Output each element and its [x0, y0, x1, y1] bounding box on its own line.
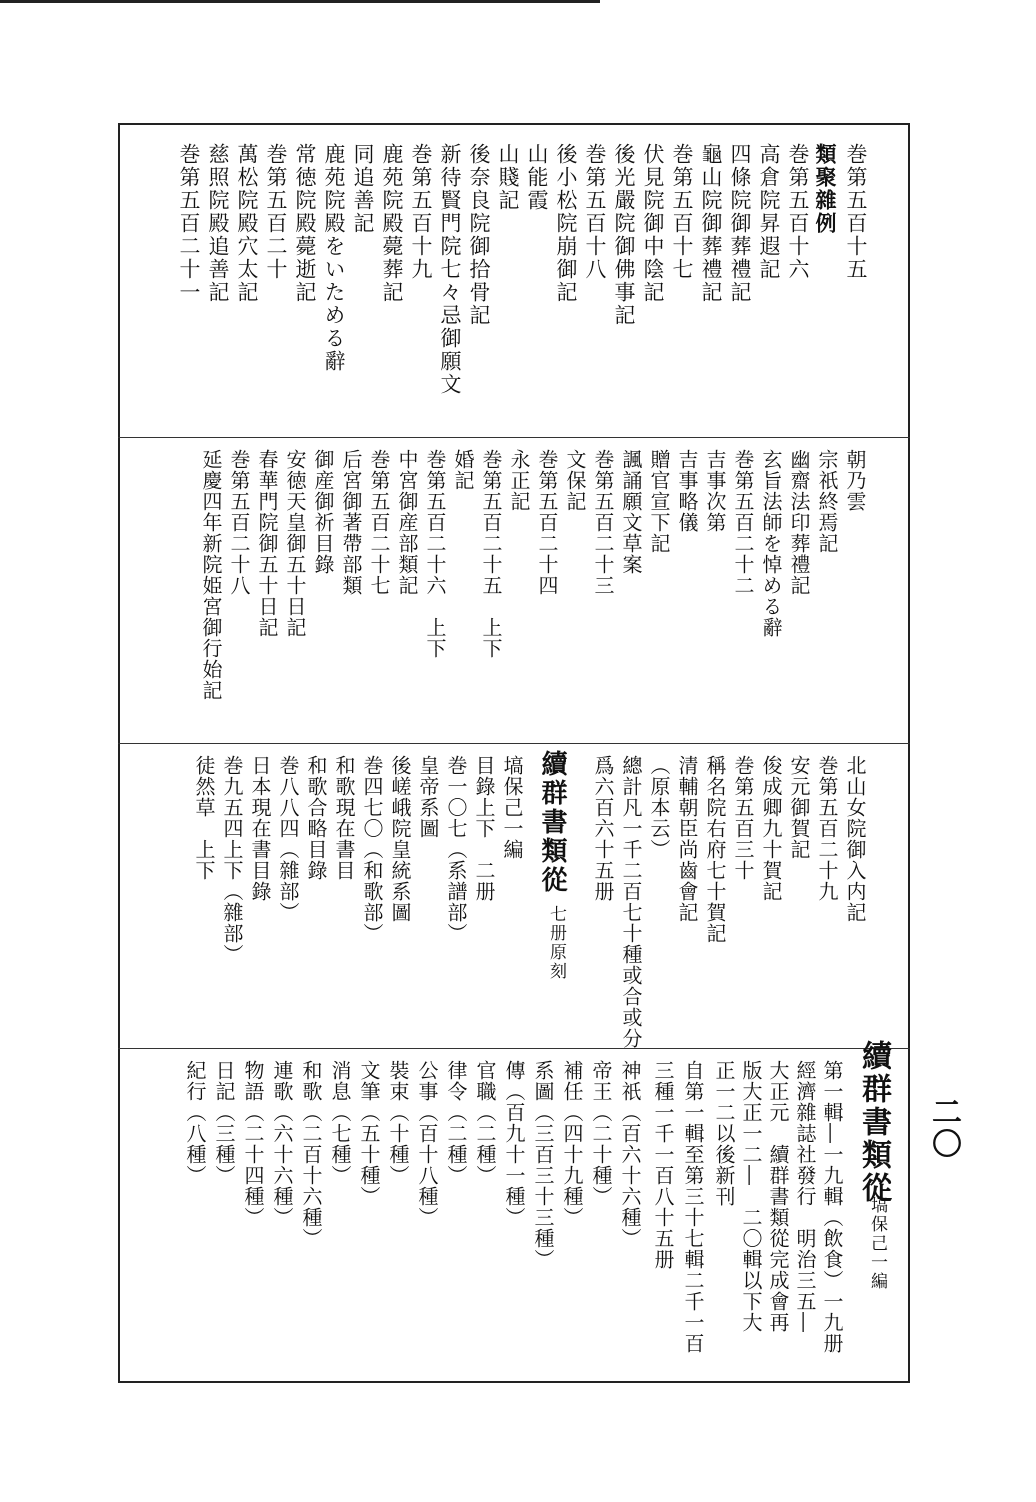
text-line: 贈官宣下記	[647, 449, 671, 554]
text-line: 文筆（五十種）	[357, 1060, 381, 1207]
text-line: 鹿苑院殿薨葬記	[380, 143, 404, 304]
text-line: 四條院御葬禮記	[728, 143, 752, 304]
text-line: 第一輯―一九輯（飲食）一九册	[820, 1060, 844, 1354]
text-line: 新待賢門院七々忌御願文	[438, 143, 462, 396]
text-line: 和歌（二百十六種）	[299, 1060, 323, 1249]
text-line: 同追善記	[351, 143, 375, 235]
text-line: 巻第五百十六	[786, 143, 810, 281]
text-line: 巻第五百二十八	[227, 449, 251, 596]
text-line: 高倉院昇遐記	[757, 143, 781, 281]
text-line: 經濟雜誌社發行 明治三五―	[793, 1060, 817, 1333]
text-line: 後光嚴院御佛事記	[612, 143, 636, 327]
text-line: 日本現在書目錄	[248, 755, 272, 902]
text-line: 連歌（六十六種）	[270, 1060, 294, 1228]
section-divider-1	[118, 437, 910, 438]
text-line: 吉事次第	[703, 449, 727, 533]
text-line: 安元御賀記	[787, 755, 811, 860]
text-line: 巻九五四上下（雜部）	[220, 755, 244, 965]
text-line: 版大正一二― 二〇輯以下大	[739, 1060, 763, 1333]
text-line: 俊成卿九十賀記	[759, 755, 783, 902]
text-line: 官職（二種）	[473, 1060, 497, 1186]
text-line: 巻第五百十五	[844, 143, 868, 281]
text-line: 巻第五百三十	[731, 755, 755, 881]
text-line: 帝王（二十種）	[589, 1060, 613, 1207]
text-line: 巻第五百十八	[583, 143, 607, 281]
text-line: 永正記	[507, 449, 531, 512]
text-line: 正一二以後新刊	[712, 1060, 736, 1207]
text-line: 巻第五百十七	[670, 143, 694, 281]
text-line: 日記（三種）	[212, 1060, 236, 1186]
text-line: 目錄上下 二册	[472, 755, 496, 902]
text-line: 安徳天皇御五十日記	[283, 449, 307, 638]
text-line: 諷誦願文草案	[619, 449, 643, 575]
top-rule	[0, 0, 600, 3]
text-line: 神祇（百六十六種）	[618, 1060, 642, 1249]
section-heading: 續群書類從	[856, 1040, 891, 1205]
text-line: 總計凡一千二百七十種或合或分	[619, 755, 643, 1049]
text-line: 幽齋法印葬禮記	[787, 449, 811, 596]
text-line: 宗祇終焉記	[815, 449, 839, 554]
text-line: 婚記	[451, 449, 475, 491]
text-line: 塙保己一編	[500, 755, 524, 860]
text-line: 系圖（三百三十三種）	[531, 1060, 555, 1270]
text-line: 巻第五百二十四	[535, 449, 559, 596]
text-line: 皇帝系圖	[416, 755, 440, 839]
text-line: 伏見院御中陰記	[641, 143, 665, 304]
text-line: 物語（二十四種）	[241, 1060, 265, 1228]
text-line: 爲六百六十五册	[591, 755, 615, 902]
text-line: 巻第五百二十三	[591, 449, 615, 596]
text-line: 萬松院殿穴太記	[235, 143, 259, 304]
text-line: 大正元 續群書類從完成會再	[766, 1060, 790, 1333]
text-line: 巻四七〇（和歌部）	[360, 755, 384, 944]
section-divider-3	[118, 1048, 910, 1049]
text-line: 後嵯峨院皇統系圖	[388, 755, 412, 923]
text-line: 巻第五百二十六 上下	[423, 449, 447, 659]
text-line: 巻第五百二十	[264, 143, 288, 281]
text-line: 吉事略儀	[675, 449, 699, 533]
text-line: 三種一千一百八十五册	[651, 1060, 675, 1270]
text-line: 紀行（八種）	[183, 1060, 207, 1186]
text-line: 傳（百九十一種）	[502, 1060, 526, 1228]
text-line: 巻第五百二十一	[177, 143, 201, 304]
page-number: 二〇	[926, 1096, 961, 1160]
text-line: （原本云）	[647, 755, 671, 860]
text-line: 公事（百十八種）	[415, 1060, 439, 1228]
text-line: 巻第五百十九	[409, 143, 433, 281]
text-line: 巻第五百二十九	[815, 755, 839, 902]
text-line: 北山女院御入内記	[843, 755, 867, 923]
text-line: 和歌現在書目	[332, 755, 356, 881]
text-line: 朝乃雲	[843, 449, 867, 512]
text-line: 中宮御産部類記	[395, 449, 419, 596]
text-line: 巻一〇七（系譜部）	[444, 755, 468, 944]
text-line: 常徳院殿薨逝記	[293, 143, 317, 304]
text-line: 稱名院右府七十賀記	[703, 755, 727, 944]
text-line: 裝束（十種）	[386, 1060, 410, 1186]
section-divider-2	[118, 743, 910, 744]
text-line: 徒然草 上下	[192, 755, 216, 881]
heading-author: 塙保己一編	[867, 1196, 887, 1291]
text-line: 鹿苑院殿をいためる辭	[322, 143, 346, 373]
text-line: 山賤記	[496, 143, 520, 212]
text-line: 山能霞	[525, 143, 549, 212]
text-line: 慈照院殿追善記	[206, 143, 230, 304]
text-line: 和歌合略目錄	[304, 755, 328, 881]
text-line: 類聚雜例	[813, 143, 838, 235]
text-line: 後小松院崩御記	[554, 143, 578, 304]
text-line: 玄旨法師を悼める辭	[759, 449, 783, 638]
edition-note: 七册原刻	[546, 905, 566, 981]
text-line: 龜山院御葬禮記	[699, 143, 723, 304]
text-line: 巻第五百二十七	[367, 449, 391, 596]
text-line: 律令（二種）	[444, 1060, 468, 1186]
text-line: 自第一輯至第三十七輯二千一百	[681, 1060, 705, 1354]
text-line: 文保記	[563, 449, 587, 512]
text-line: 御産御祈目錄	[311, 449, 335, 575]
text-line: 春華門院御五十日記	[255, 449, 279, 638]
text-line: 消息（七種）	[328, 1060, 352, 1186]
text-line: 巻第五百二十二	[731, 449, 755, 596]
text-line: 巻八八四（雜部）	[276, 755, 300, 923]
text-line: 巻第五百二十五 上下	[479, 449, 503, 659]
text-line: 后宮御著帶部類	[339, 449, 363, 596]
text-line: 後奈良院御拾骨記	[467, 143, 491, 327]
text-line: 清輔朝臣尚齒會記	[675, 755, 699, 923]
text-line: 延慶四年新院姫宮御行始記	[199, 449, 223, 701]
collection-title: 續群書類從	[537, 750, 567, 895]
text-line: 補任（四十九種）	[560, 1060, 584, 1228]
